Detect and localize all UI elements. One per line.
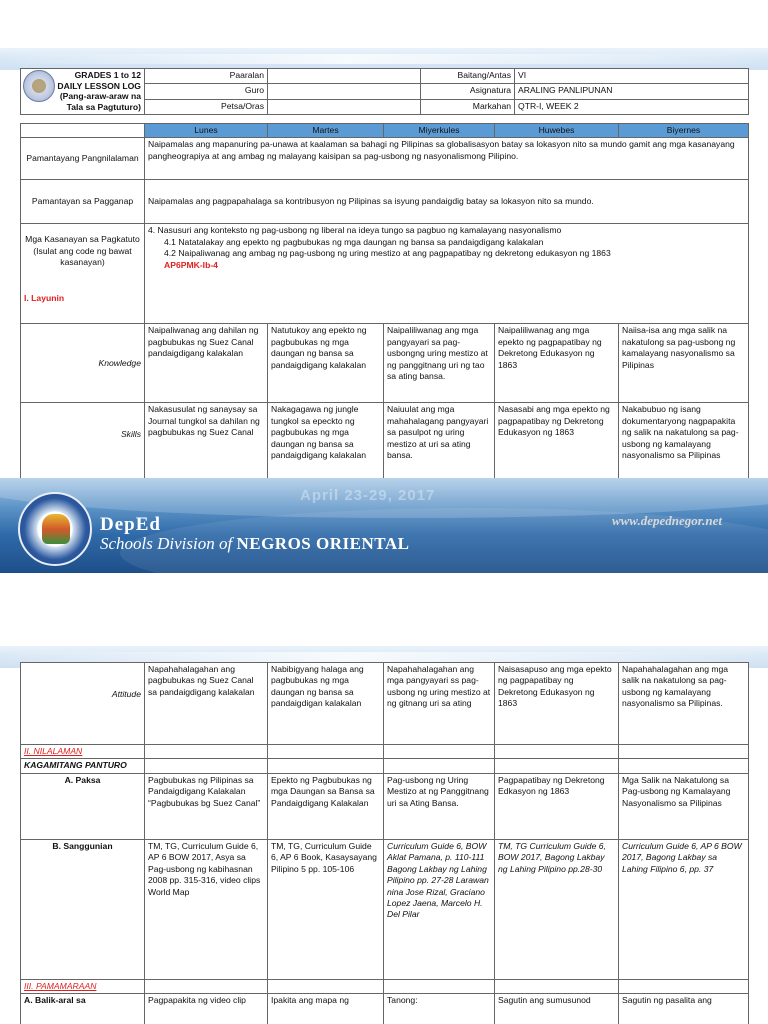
balik-aral-cell-martes: Ipakita ang mapa ng [268, 994, 384, 1024]
attitude-cell-huwebes: Naisasapuso ang mga epekto ng pagpapatibay ng Dekretong Edukasyon ng 1863 [495, 663, 619, 745]
pamamaraan-label: III. PAMAMARAAN [21, 979, 145, 993]
paaralan-value[interactable] [268, 69, 421, 84]
balik-aral-cell-lunes: Pagpapakita ng video clip [145, 994, 268, 1024]
balik-aral-label: A. Balik-aral sa [21, 994, 145, 1024]
kagamitang-label: KAGAMITANG PANTURO [21, 759, 145, 773]
header-row-1 [21, 69, 749, 84]
skills-cell-biyernes: Nakabubuo ng isang dokumentaryong nagpapakita ng salik na nakatulong sa pag-usbong ng kamalayang nasyonalismo sa Pilipinas [619, 403, 749, 493]
day-biyernes: Biyernes [619, 124, 749, 138]
lesson-log-table-2 [20, 662, 749, 1024]
knowledge-cell-lunes: Naipaliwanag ang dahilan ng pagbubukas ng Suez Canal pandaigdigang kalakalan [145, 324, 268, 403]
knowledge-row [21, 324, 749, 403]
banner-deped-logo-text: DepEd [100, 514, 161, 535]
markahan-label: Markahan [421, 99, 515, 114]
day-lunes: Lunes [145, 124, 268, 138]
guro-value[interactable] [268, 84, 421, 99]
knowledge-cell-biyernes: Naiisa-isa ang mga salik na nakatulong sa pag-usbong ng kamalayang nasyonalismo sa Pilipinas [619, 324, 749, 403]
lesson-log-page-1 [0, 48, 768, 573]
kasanayan-label: Mga Kasanayan sa Pagkatuto (Isulat ang code ng bawat kasanayan) [25, 234, 140, 268]
skills-cell-miyerkules: Naiuulat ang mga mahahalagang pangyayari sa pasulpot ng uring mestizo at uri sa ating bansa. [384, 403, 495, 493]
asignatura-value[interactable]: ARALING PANLIPUNAN [515, 84, 749, 99]
balik-aral-cell-biyernes: Sagutin ng pasalita ang [619, 994, 749, 1024]
paksa-label: A. Paksa [21, 773, 145, 839]
pamantayan-sa-pagganap-label: Pamantayan sa Pagganap [21, 180, 145, 224]
nilalaman-row [21, 745, 749, 759]
attitude-row [21, 663, 749, 745]
pamantayang-pangnilalaman-text: Naipamalas ang mapanuring pa-unawa at kaalaman sa bahagi ng Pilipinas sa globalisasyon batay sa lokasyon nito sa mundo gamit ang mga kasanayang pangheograpiya at ang ambag ng malayang kaisipan sa pag-usbong ng nasyonalismong Pilipino. [145, 138, 749, 180]
attitude-cell-lunes: Napahahalagahan ang pagbubukas ng Suez Canal sa pandaigdigang kalakalan [145, 663, 268, 745]
log-subtitle: (Pang-araw-araw na Tala sa Pagtuturo) [59, 91, 141, 113]
banner-division-name: NEGROS ORIENTAL [236, 534, 410, 553]
kasanayan-cell [21, 224, 145, 324]
department-of-education-seal-icon [18, 492, 92, 566]
knowledge-cell-huwebes: Naipaliliwanag ang mga epekto ng pagpapatibay ng Dekretong Edukasyon ng 1863 [495, 324, 619, 403]
pamantayang-pangnilalaman-row [21, 138, 749, 180]
banner-division-prefix: Schools Division of [100, 534, 233, 553]
banner-division [100, 534, 409, 554]
deped-footer-banner [0, 478, 768, 573]
sanggunian-cell-biyernes: Curriculum Guide 6, AP 6 BOW 2017, Bagong Lakbay sa Lahing Filipino 6, pp. 37 [619, 839, 749, 979]
sanggunian-cell-martes: TM, TG, Curriculum Guide 6, AP 6 Book, Kasaysayang Pilipino 5 pp. 105-106 [268, 839, 384, 979]
balik-aral-row [21, 994, 749, 1024]
log-title: DAILY LESSON LOG [57, 80, 141, 91]
guro-label: Guro [145, 84, 268, 99]
pamantayan-sa-pagganap-row [21, 180, 749, 224]
sanggunian-cell-huwebes: TM, TG Curriculum Guide 6, BOW 2017, Bagong Lakbay ng Lahing Pilipino pp.28-30 [495, 839, 619, 979]
paaralan-label: Paaralan [145, 69, 268, 84]
sanggunian-label: B. Sanggunian [21, 839, 145, 979]
paksa-row [21, 773, 749, 839]
lesson-log-table-1b [20, 123, 749, 493]
petsa-label: Petsa/Oras [145, 99, 268, 114]
knowledge-label: Knowledge [21, 324, 145, 403]
lesson-log-page-2 [0, 646, 768, 1024]
balik-aral-cell-miyerkules: Tanong: [384, 994, 495, 1024]
attitude-cell-martes: Nabibigyang halaga ang pagbubukas ng mga daungan ng bansa sa pandaigdigan kalakalan [268, 663, 384, 745]
pamantayang-pangnilalaman-label: Pamantayang Pangnilalaman [21, 138, 145, 180]
day-header-blank [21, 124, 145, 138]
day-martes: Martes [268, 124, 384, 138]
kagamitang-row [21, 759, 749, 773]
asignatura-label: Asignatura [421, 84, 515, 99]
knowledge-cell-miyerkules: Naipaliliwanag ang mga pangyayari sa pag-usbongng uring mestizo at ng panggitnang uri ng tao sa ating bansa. [384, 324, 495, 403]
kasanayan-line-3: 4.2 Naipaliwanag ang ambag ng pag-usbong ng uring mestizo at ang pagpapatibay ng dekretong edukasyon ng 1863 [164, 248, 611, 259]
kasanayan-line-1: 4. Nasusuri ang konteksto ng pag-usbong ng liberal na ideya tungo sa pagbuo ng kamalayang nasyonalismo [148, 225, 562, 236]
baitang-value[interactable]: VI [515, 69, 749, 84]
day-miyerkules: Miyerkules [384, 124, 495, 138]
sanggunian-cell-miyerkules: Curriculum Guide 6, BOW Aklat Pamana, p. 110-111 Bagong Lakbay ng Lahing Pilipino pp. 27-28 Larawan nina Jose Rizal, Graciano Lopez Jaena, Marcelo H. Del Pilar [384, 839, 495, 979]
day-header-row [21, 124, 749, 138]
balik-aral-cell-huwebes: Sagutin ang sumusunod [495, 994, 619, 1024]
paksa-cell-martes: Epekto ng Pagbubukas ng mga Daungan sa Bansa sa Pandaigdigang Kalakalan [268, 773, 384, 839]
day-huwebes: Huwebes [495, 124, 619, 138]
attitude-cell-miyerkules: Napahahalagahan ang mga pangyayari ss pag-usbong ng uring mestizo at ng gitnang uri sa ating [384, 663, 495, 745]
lesson-log-table-1 [20, 68, 749, 115]
sanggunian-cell-lunes: TM, TG, Curriculum Guide 6, AP 6 BOW 2017, Asya sa Pag-usbong ng kabihasnan 2008 pp. 315-316, video clips World Map [145, 839, 268, 979]
markahan-value[interactable]: QTR-I, WEEK 2 [515, 99, 749, 114]
pamantayan-sa-pagganap-text: Naipamalas ang pagpapahalaga sa kontribusyon ng Pilipinas sa isyung pandaigdig batay sa lokasyon nito sa mundo. [145, 180, 749, 224]
kasanayan-line-2: 4.1 Natatalakay ang epekto ng pagbubukas ng mga daungan ng bansa sa pandaigdigang kalakalan [164, 236, 544, 247]
sanggunian-row [21, 839, 749, 979]
skills-cell-lunes: Nakasusulat ng sanaysay sa Journal tungkol sa dahilan ng pagbubukas ng Suez Canal [145, 403, 268, 493]
baitang-label: Baitang/Antas [421, 69, 515, 84]
paksa-cell-lunes: Pagbubukas ng Pilipinas sa Pandaigdigang Kalakalan “Pagbubukas bg Suez Canal” [145, 773, 268, 839]
attitude-cell-biyernes: Napahahalagahan ang mga salik na nakatulong sa pag-usbong ng kamalayang nasyonalismo sa Pilipinas. [619, 663, 749, 745]
knowledge-cell-martes: Natutukoy ang epekto ng pagbubukas ng mga daungan ng bansa sa pandaigdigang kalakalan [268, 324, 384, 403]
paksa-cell-biyernes: Mga Salik na Nakatulong sa Pag-usbong ng Kamalayang Nasyonalismo sa Pilipinas [619, 773, 749, 839]
paksa-cell-huwebes: Pagpapatibay ng Dekretong Edkasyon ng 1863 [495, 773, 619, 839]
skills-cell-martes: Nakagagawa ng jungle tungkol sa epeckto ng pagbubukas ng mga daungan ng bansa sa pandaigdigang kalakalan [268, 403, 384, 493]
attitude-label: Attitude [21, 663, 145, 745]
banner-faint-date: April 23-29, 2017 [300, 487, 436, 504]
paksa-cell-miyerkules: Pag-usbong ng Uring Mestizo at ng Panggitnang uri sa Ating Bansa. [384, 773, 495, 839]
kasanayan-text-cell [145, 224, 749, 324]
banner-website-link[interactable]: www.depednegor.net [611, 513, 722, 528]
skills-cell-huwebes: Nasasabi ang mga epekto ng pagpapatibay ng Dekretong Edukasyon ng 1863 [495, 403, 619, 493]
pamamaraan-row [21, 979, 749, 993]
kasanayan-row [21, 224, 749, 324]
nilalaman-label: II. NILALAMAN [21, 745, 145, 759]
deped-seal-icon [23, 70, 55, 102]
kasanayan-code: AP6PMK-Ib-4 [164, 259, 218, 270]
petsa-value[interactable] [268, 99, 421, 114]
skills-label: Skills [21, 403, 145, 493]
layunin-label: I. Layunin [24, 292, 65, 303]
header-band [0, 48, 768, 70]
grades-label: GRADES 1 to 12 [74, 70, 141, 80]
